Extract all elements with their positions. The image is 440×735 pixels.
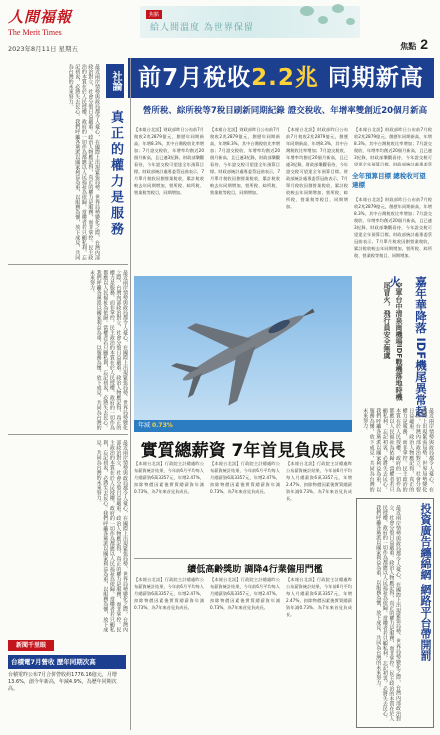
headline-suffix: 同期新高 [318, 65, 424, 91]
sidebox-title: 全年預算目標 總稅收可望達標 [352, 172, 426, 189]
side-story-title: 嘉年華降落 IDF機尾異常起火 [388, 276, 428, 417]
wage-story-col-2: 【本報台北訊】行政院主計總處昨公布薪資統計結果，今年前6月平均每人月總薪資6萬3357元，年增2.47%，扣除物價因素後實質總薪資年減0.73%，為7年來首見負成長。 [210, 461, 280, 494]
divider [8, 434, 128, 435]
side-story-subtitle: 空軍台中清泉崗機場IDF戰機落地時機尾冒火，飛行員安全無虞 [383, 282, 403, 401]
lead-story-col-1: 【本報台北訊】財政部昨日公布前7月稅收2兆2879億元，創歷年同期新高，年增8.3%，其中台灣稅收比率增加；7月證交稅收、年增率均創近20個月新高，且已連3紀錄，財政部樂觀看待，今年證交稅可望達全年預算目標。財政部統計處專委蔡冠曲表示，7月單月稅收因創營業稅收，累計稅收較去年同期增加，營所稅、綜所稅、營業稅等稅目，同期增加。 [134, 127, 204, 195]
boxed-story-body: 最近兩岸情勢與政局都令人憂心，在國際上出現緊張局勢、世界局勢變化之際，台灣內部政治對立、社會分裂日益嚴重。政治人物應記得，真正的權力是服務，而非掌控。民主政治的本質在於人民授權，政府的一切作為都應以人民福祉為依歸。當權者若只顧私利，忘記初衷，必將失去民心。我們呼籲各黨派以國家利益為重，以服務為懷，放下成見，共同為台灣的未來努力。 [375, 505, 401, 721]
headline-highlight: 2.2兆 [251, 65, 319, 91]
leaf-decoration [346, 18, 355, 25]
wage-subheadline: 續低高齡獎助 調降4行業僱用門檻 [187, 565, 323, 575]
lead-story-col-3: 【本報台北訊】財政部昨日公布前7月稅收2兆2879億元，創歷年同期新高，年增8.3%，其中台灣稅收比率增加；7月證交稅收、年增率均創近20個月新高，且已連3紀錄，財政部樂觀看待，今年證交稅可望達全年預算目標。財政部統計處專委蔡冠曲表示，7月單月稅收因創營業稅收，累計稅收較去年同期增加，營所稅、綜所稅、營業稅等稅目，同期增加。 [286, 127, 348, 209]
side-story-body: 最近兩岸情勢與政局都令人憂心，在國際上出現緊張局勢、世界局勢變化之際，台灣內部政治對立、社會分裂日益嚴重。政治人物應記得，真正的權力是服務，而非掌控。民主政治的本質在於人民授權，政府的一切作為都應以人民福祉為依歸。當權者若只顧私利，忘記初衷，必將失去民心。我們呼籲各黨派以國家利益為重，以服務為懷，放下成見，共同為台灣的未來努力。 [362, 408, 434, 492]
wage-headline: 實質總薪資 7年首見負成長 [140, 441, 346, 461]
boxed-story [356, 498, 434, 728]
column-divider [130, 58, 131, 730]
boxed-story-title: 投資廣告纏綿網 網路平台帶開罰 [419, 503, 432, 661]
news-brief-headline: 台積電7月營收 歷年同期次高 [8, 655, 126, 669]
editorial-body-top: 最近兩岸情勢與政局都令人憂心，在國際上出現緊張局勢、世界局勢變化之際，台灣內部政治對立、社會分裂日益嚴重。政治人物應記得，真正的權力是服務，而非掌控。民主政治的本質在於人民授權，政府的一切作為都應以人民福祉為依歸。當權者若只顧私利，忘記初衷，必將失去民心。我們呼籲各黨派以國家利益為重，以服務為懷，放下成見，共同為台灣的未來努力。 [67, 64, 100, 260]
newspaper-logo-en: The Merit Times [8, 28, 62, 37]
divider [134, 558, 352, 559]
subsidy-story-col-2: 【本報台北訊】行政院主計總處昨公布薪資統計結果，今年前6月平均每人月總薪資6萬3357元，年增2.47%，扣除物價因素後實質總薪資年減0.73%，為7年來首見負成長。 [210, 577, 280, 610]
lead-story-col-5: 【本報台北訊】財政部昨日公布前7月稅收2兆2879億元，創歷年同期新高，年增8.3%，其中台灣稅收比率增加；7月證交稅收、年增率均創近20個月新高，且已連3紀錄，財政部樂觀看待，今年證交稅可望達全年預算目標。財政部統計處專委蔡冠曲表示，7月單月稅收因創營業稅收，累計稅收較去年同期增加，營所稅、綜所稅、營業稅等稅目，同期增加。 [354, 197, 432, 258]
leaf-decoration [318, 16, 328, 24]
subsidy-story-col-3: 【本報台北訊】行政院主計總處昨公布薪資統計結果，今年前6月平均每人月總薪資6萬3357元，年增2.47%，扣除物價因素後實質總薪資年減0.73%，為7年來首見負成長。 [286, 577, 352, 617]
leaf-decoration [300, 6, 314, 16]
subsidy-story-col-1: 【本報台北訊】行政院主計總處昨公布薪資統計結果，今年前6月平均每人月總薪資6萬3357元，年增2.47%，扣除物價因素後實質總薪資年減0.73%，為7年來首見負成長。 [134, 577, 204, 610]
newspaper-logo: 人間福報 [8, 8, 73, 26]
lead-headline [128, 58, 434, 98]
lead-subhead: 營所稅、綜所稅等7稅目刷新同期紀錄 證交稅收、年增率雙創近20個月新高 [142, 106, 428, 116]
news-brief-body: 台積電昨公布7月合併營收約1776.16億元，月增13.6%，創今年新高，年減4.9%，為歷年同期次高。 [8, 672, 117, 692]
wage-story-col-1: 【本報台北訊】行政院主計總處昨公布薪資統計結果，今年前6月平均每人月總薪資6萬3357元，年增2.47%，扣除物價因素後實質總薪資年減0.73%，為7年來首見負成長。 [134, 461, 204, 494]
leaf-decoration [332, 4, 344, 13]
headline-prefix: 前7月稅收 [138, 65, 252, 91]
editorial-title: 真正的權力是服務 [108, 110, 123, 238]
news-brief-label: 新聞千里眼 [8, 640, 54, 651]
editorial-body-bottom: 最近兩岸情勢與政局都令人憂心，在國際上出現緊張局勢、世界局勢變化之際，台灣內部政治對立、社會分裂日益嚴重。政治人物應記得，真正的權力是服務，而非掌控。民主政治的本質在於人民授權，政府的一切作為都應以人民福祉為依歸。當權者若只顧私利，忘記初衷，必將失去民心。我們呼籲各黨派以國家利益為重，以服務為懷，放下成見，共同為台灣的未來努力。 [95, 440, 128, 632]
masthead [8, 6, 98, 46]
caption-label: 年減 [138, 422, 151, 429]
wage-story-col-3: 【本報台北訊】行政院主計總處昨公布薪資統計結果，今年前6月平均每人月總薪資6萬3357元，年增2.47%，扣除物價因素後實質總薪資年減0.73%，為7年來首見負成長。 [286, 461, 352, 501]
editorial-body-middle: 最近兩岸情勢與政局都令人憂心，在國際上出現緊張局勢、世界局勢變化之際，台灣內部政治對立、社會分裂日益嚴重。政治人物應記得，真正的權力是服務，而非掌控。民主政治的本質在於人民授權，政府的一切作為都應以人民福祉為依歸。當權者若只顧私利，忘記初衷，必將失去民心。我們呼籲各黨派以國家利益為重，以服務為懷，放下成見，共同為台灣的未來努力。 [89, 270, 128, 430]
fighter-jet-icon [134, 276, 352, 426]
issue-date: 2023年8月11日 星期五 [8, 45, 79, 53]
section-tag [400, 36, 428, 52]
section-name: 焦點 [400, 42, 417, 51]
page-number: 2 [420, 36, 428, 52]
banner-section-badge: 焦點 [146, 10, 162, 19]
photo-caption [134, 420, 352, 432]
divider [8, 264, 128, 265]
banner-slogan: 給人間溫度 為世界保留 [150, 23, 254, 33]
editorial-label: 社論 [106, 64, 124, 98]
fighter-jet-photo [134, 276, 352, 426]
lead-story-col-2: 【本報台北訊】財政部昨日公布前7月稅收2兆2879億元，創歷年同期新高，年增8.3%，其中台灣稅收比率增加；7月證交稅收、年增率均創近20個月新高，且已連3紀錄，財政部樂觀看待，今年證交稅可望達全年預算目標。財政部統計處專委蔡冠曲表示，7月單月稅收因創營業稅收，累計稅收較去年同期增加，營所稅、綜所稅、營業稅等稅目，同期增加。 [210, 127, 280, 195]
caption-value: 0.73% [151, 422, 173, 429]
lead-story-col-4: 【本報台北訊】財政部昨日公布前7月稅收2兆2879億元，創歷年同期新高，年增8.3%，其中台灣稅收比率增加；7月證交稅收、年增率均創近20個月新高，且已連3紀錄，財政部樂觀看待，今年證交稅可望達全年預算目標。財政部統計處專委蔡 [354, 127, 432, 166]
